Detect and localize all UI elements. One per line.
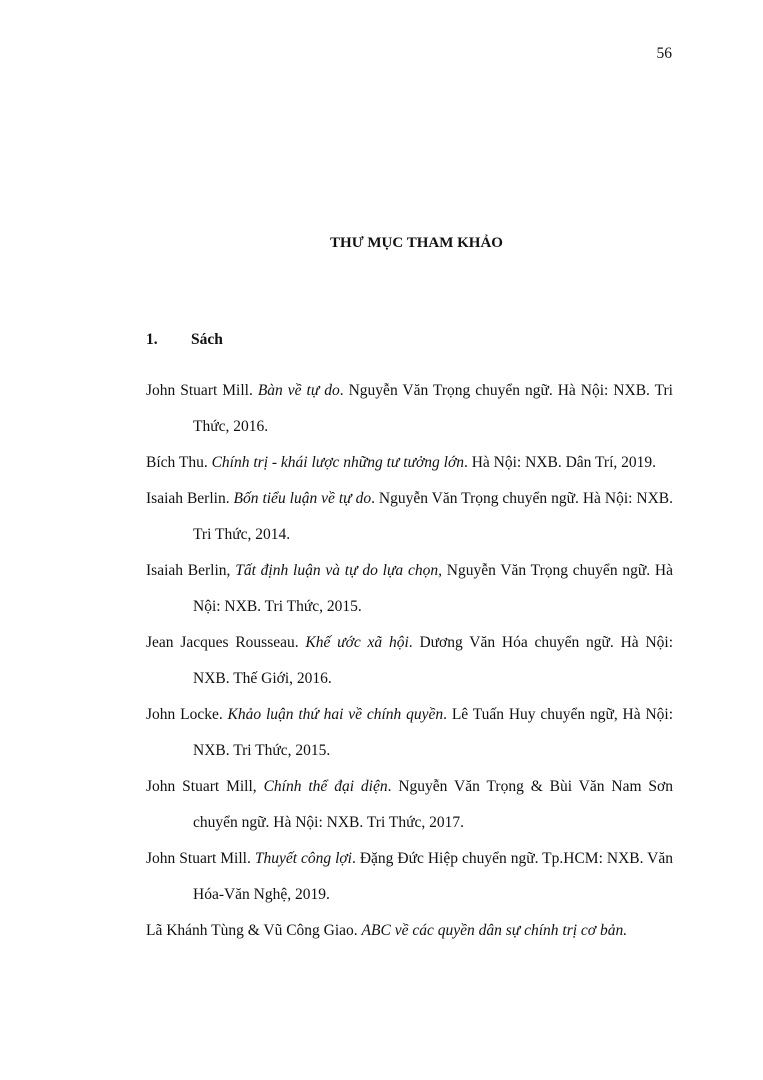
reference-item [146,445,673,481]
reference-author: Lã Khánh Tùng & Vũ Công Giao. [146,922,362,939]
reference-list [146,373,673,949]
section-label: Sách [191,331,223,348]
reference-item [146,841,673,913]
section-number: 1. [146,331,158,348]
reference-title: Bàn về tự do [257,382,340,399]
reference-item [146,697,673,769]
reference-title: Bốn tiểu luận về tự do [233,490,372,507]
reference-author: Bích Thu. [146,454,212,471]
reference-details: . Nguyễn Văn Trọng chuyển ngữ. Hà Nội: NXB. Tri Thức, 2014. [193,490,673,543]
reference-title: Tất định luận và tự do lựa chọn, [235,562,442,579]
reference-details: . Lê Tuấn Huy chuyển ngữ, Hà Nội: NXB. Tri Thức, 2015. [193,706,673,759]
reference-author: John Locke. [146,706,228,723]
reference-item [146,553,673,625]
reference-author: Isaiah Berlin, [146,562,236,579]
reference-details: . Hà Nội: NXB. Dân Trí, 2019. [463,454,657,471]
reference-title: Khảo luận thứ hai về chính quyền [227,706,444,723]
reference-title: Chính trị - khái lược những tư tưởng lớn [211,454,464,471]
reference-author: John Stuart Mill. [146,382,258,399]
reference-author: John Stuart Mill, [146,778,264,795]
reference-item [146,625,673,697]
reference-author: Jean Jacques Rousseau. [146,634,306,651]
reference-details: . Dương Văn Hóa chuyển ngữ. Hà Nội: NXB. Thế Giới, 2016. [193,634,674,687]
page-number: 56 [656,45,672,62]
page-title: THƯ MỤC THAM KHẢO [330,235,503,251]
reference-item [146,769,673,841]
reference-details: . Đặng Đức Hiệp chuyển ngữ. Tp.HCM: NXB. Văn Hóa-Văn Nghệ, 2019. [193,850,674,903]
section-heading [146,331,223,349]
reference-item [146,913,673,949]
reference-item [146,373,673,445]
reference-title: Khế ước xã hội [305,634,409,651]
reference-item [146,481,673,553]
reference-title: Chính thể đại diện [263,778,388,795]
reference-title: ABC về các quyền dân sự chính trị cơ bản. [361,922,628,939]
reference-details: Nguyễn Văn Trọng chuyển ngữ. Hà Nội: NXB. Tri Thức, 2015. [193,562,673,615]
reference-details: . Nguyễn Văn Trọng & Bùi Văn Nam Sơn chuyển ngữ. Hà Nội: NXB. Tri Thức, 2017. [193,778,673,831]
reference-details: . Nguyễn Văn Trọng chuyển ngữ. Hà Nội: NXB. Tri Thức, 2016. [193,382,673,435]
reference-author: John Stuart Mill. [146,850,255,867]
reference-author: Isaiah Berlin. [146,490,234,507]
reference-title: Thuyết công lợi [254,850,352,867]
